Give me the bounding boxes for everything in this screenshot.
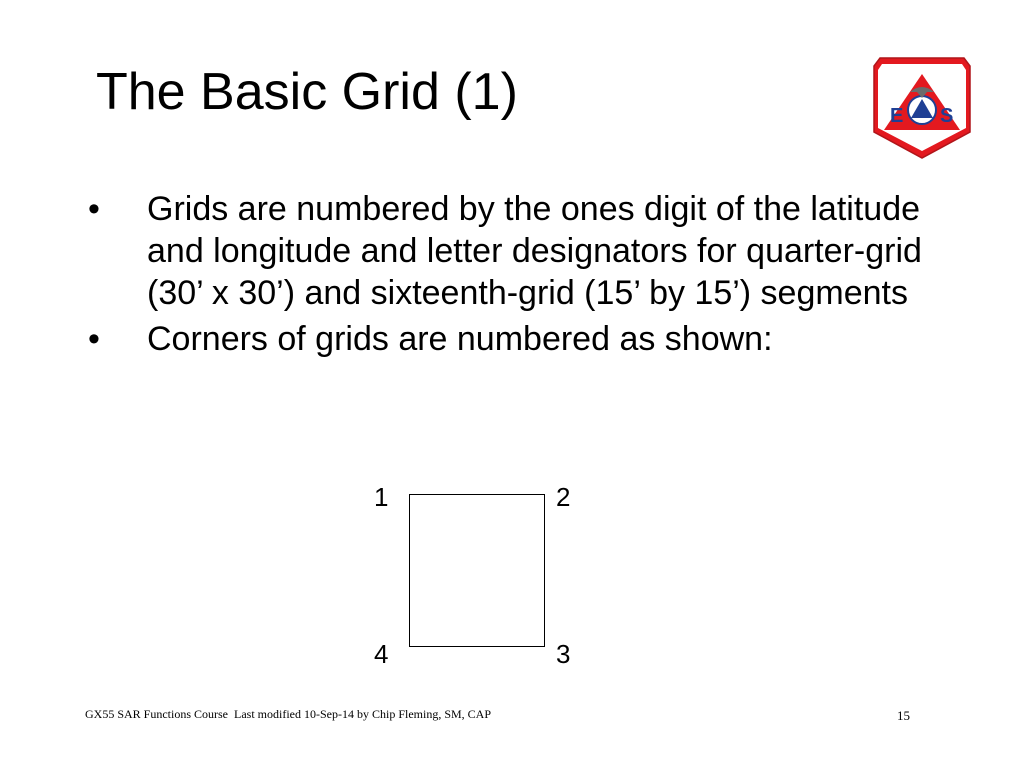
bullet-text: Corners of grids are numbered as shown: xyxy=(147,320,773,358)
bullet-symbol: • xyxy=(88,190,100,228)
corner-label-2: 2 xyxy=(556,482,571,512)
corner-label-1: 1 xyxy=(374,482,389,512)
es-shield-logo-icon xyxy=(872,52,972,160)
page-number: 15 xyxy=(897,708,910,723)
corner-label-4: 4 xyxy=(374,639,389,669)
slide-title: The Basic Grid (1) xyxy=(96,63,518,121)
bullet-text: Grids are numbered by the ones digit of the latitude and longitude and letter designators for quarter-grid (30’ x 30’) and sixteenth-grid (15’ by 15’) segments xyxy=(147,190,922,312)
bullet-list xyxy=(88,188,968,364)
footer-text: GX55 SAR Functions Course Last modified 10-Sep-14 by Chip Fleming, SM, CAP xyxy=(85,707,492,721)
bullet-item xyxy=(88,188,968,314)
bullet-symbol: • xyxy=(88,320,100,358)
logo-letter-e: E xyxy=(890,105,904,127)
bullet-item xyxy=(88,318,968,360)
grid-square xyxy=(409,494,545,647)
logo-letter-s: S xyxy=(940,105,954,127)
corner-label-3: 3 xyxy=(556,639,571,669)
